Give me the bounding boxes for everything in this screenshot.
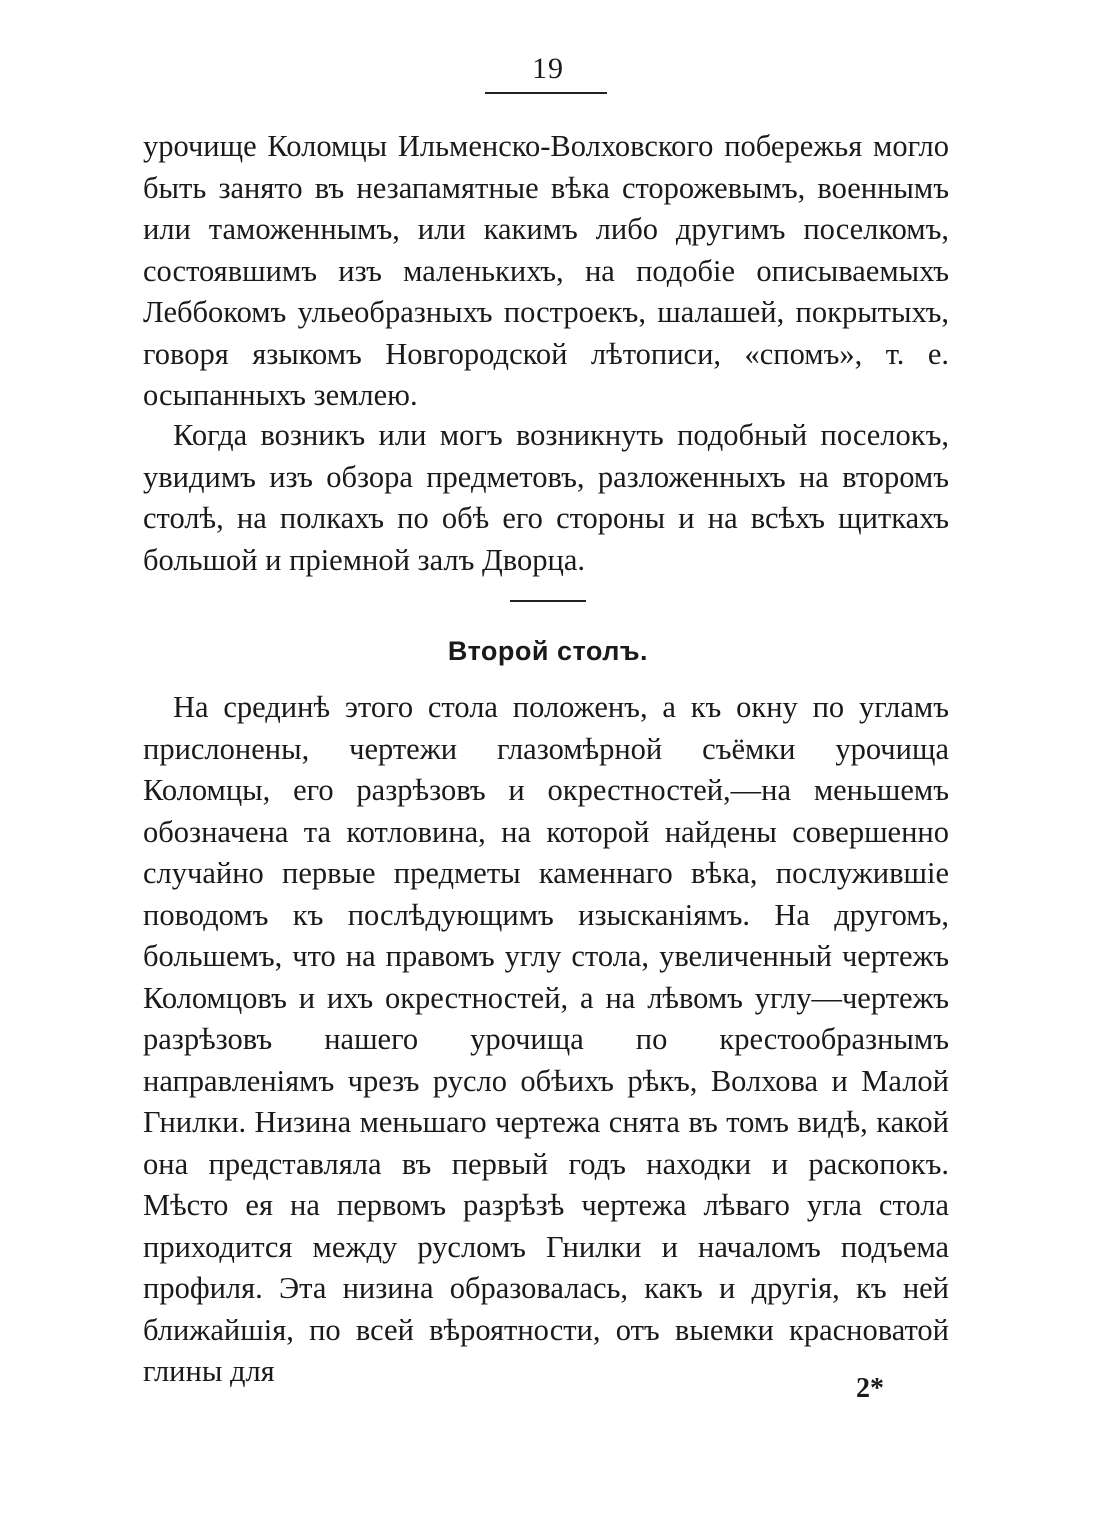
section-heading: Второй столъ. <box>447 636 649 666</box>
header-rule <box>485 92 607 94</box>
page-number: 19 <box>532 52 564 85</box>
section-paragraph <box>143 687 949 1393</box>
section-divider <box>510 600 586 602</box>
paragraph-text: Когда возникъ или могъ возникнуть подобный поселокъ, увидимъ изъ обзора предметовъ, разложенныхъ на второмъ столѣ, на полкахъ по обѣ его стороны и на всѣхъ щиткахъ большой и пріемной залъ Дворца. <box>143 418 949 577</box>
signature-mark: 2* <box>856 1373 884 1404</box>
paragraph-continued <box>143 126 949 417</box>
paragraph <box>143 415 949 581</box>
paragraph-text: урочище Коломцы Ильменско-Волховского побережья могло быть занято въ незапамятные вѣка сторожевымъ, военнымъ или таможеннымъ, или какимъ либо другимъ поселкомъ, состоявшимъ изъ маленькихъ, на подобіе описываемыхъ Леббокомъ ульеобразныхъ построекъ, шалашей, покрытыхъ, говоря языкомъ Новгородской лѣтописи, «спомъ», т. е. осыпанныхъ землею. <box>143 129 949 412</box>
paragraph-text: На срединѣ этого стола положенъ, а къ окну по угламъ прислонены, чертежи глазомѣрной съёмки урочища Коломцы, его разрѣзовъ и окрестностей,—на меньшемъ обозначена та котловина, на которой найдены совершенно случайно первые предметы каменнаго вѣка, послужившіе поводомъ къ послѣдующимъ изысканіямъ. На другомъ, большемъ, что на правомъ углу стола, увеличенный чертежъ Коломцовъ и ихъ окрестностей, а на лѣвомъ углу—чертежъ разрѣзовъ нашего урочища по крестообразнымъ направленіямъ чрезъ русло обѣихъ рѣкъ, Волхова и Малой Гнилки. Низина меньшаго чертежа снята въ томъ видѣ, какой она представляла въ первый годъ находки и раскопокъ. Мѣсто ея на первомъ разрѣзѣ чертежа лѣваго угла стола приходится между русломъ Гнилки и началомъ подъема профиля. Эта низина образовалась, какъ и другія, къ ней ближайшія, по всей вѣроятности, отъ выемки красноватой глины для <box>143 690 949 1388</box>
